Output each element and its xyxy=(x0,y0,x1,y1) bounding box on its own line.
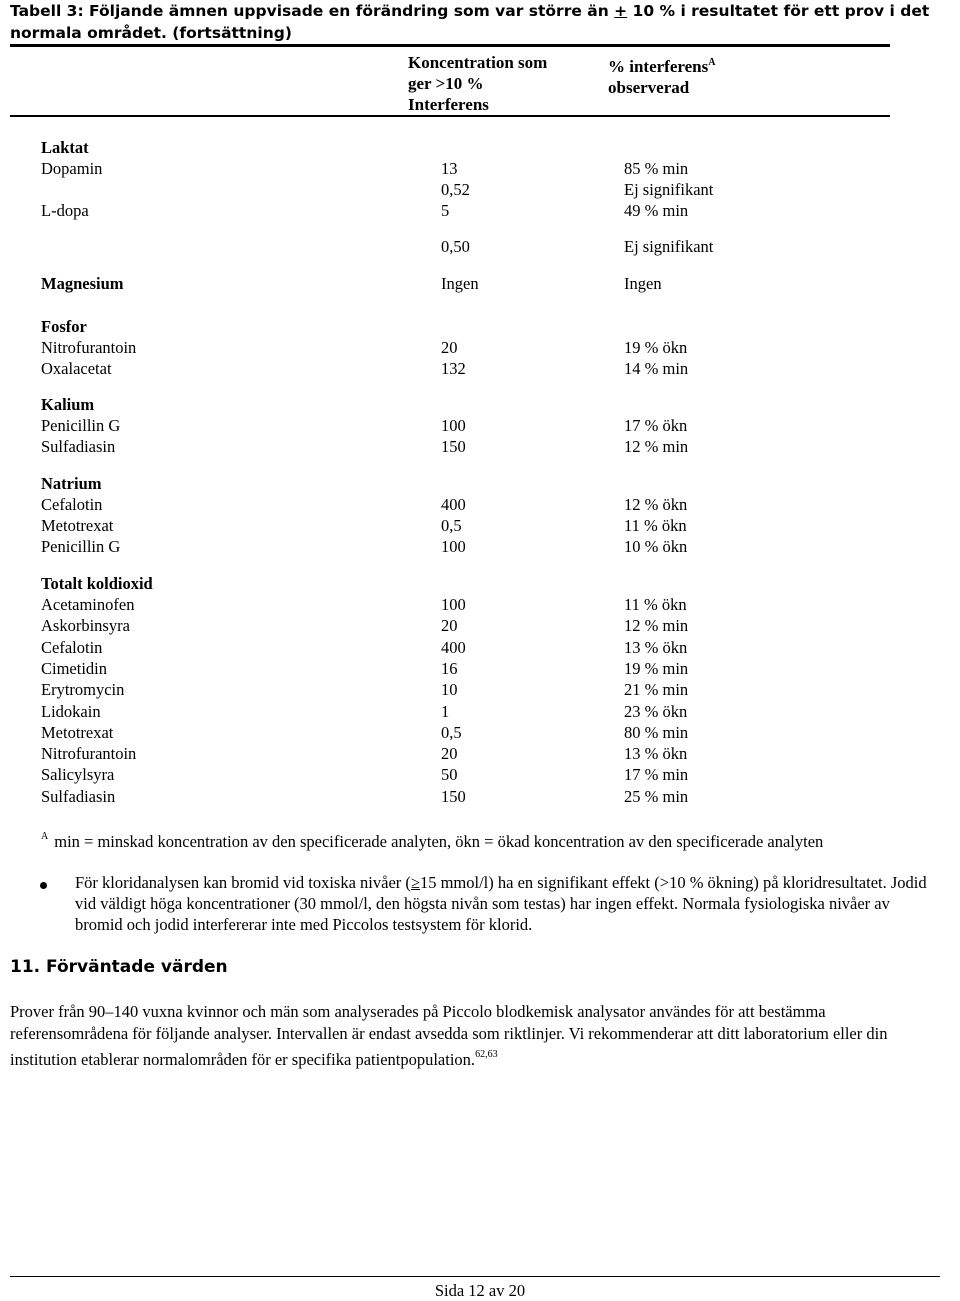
chloride-note xyxy=(75,872,935,935)
concentration-cell: 100 xyxy=(441,537,466,556)
group-label: Totalt koldioxid xyxy=(41,574,153,593)
concentration-cell: Ingen xyxy=(441,274,479,293)
substance-cell: Salicylsyra xyxy=(41,765,115,785)
interference-cell: 11 % ökn xyxy=(624,516,687,535)
interference-cell: 85 % min xyxy=(624,159,689,178)
chloride-note-part2: 15 mmol/l) ha en signifikant effekt (>10 % ökning) på kloridresultatet. Jodid vid väldigt höga koncentrationer (30 mmol/l, den högsta nivån som testas) har ingen effekt. Normala fysiologiska nivåer av bromid och jodid interfererar inte med Piccolos testsystem för klorid. xyxy=(75,873,927,934)
table-top-rule xyxy=(10,44,890,47)
page-number: Sida 12 av 20 xyxy=(434,1281,526,1300)
column-header-interference xyxy=(608,52,715,98)
column-header-concentration-line3: Interferens xyxy=(408,95,489,114)
substance-cell: L-dopa xyxy=(41,201,89,220)
column-header-interference-line1: % interferens xyxy=(608,57,709,76)
interference-cell: 19 % ökn xyxy=(624,338,688,357)
concentration-cell: 400 xyxy=(441,637,466,657)
substance-cell: Sulfadiasin xyxy=(41,437,116,456)
interference-cell: 12 % min xyxy=(624,437,689,456)
concentration-cell: 0,52 xyxy=(441,180,470,199)
table-header-rule xyxy=(10,115,890,117)
substance-cell: Oxalacetat xyxy=(41,359,112,378)
concentration-cell: 20 xyxy=(441,616,458,636)
interference-cell: 13 % ökn xyxy=(624,637,688,657)
table-caption-part1: Tabell 3: Följande ämnen uppvisade en förändring som var större än xyxy=(10,2,615,20)
interference-cell: 12 % min xyxy=(624,616,689,636)
plus-minus-symbol: + xyxy=(614,2,628,20)
interference-cell: 17 % ökn xyxy=(624,416,688,435)
interference-cell: Ej signifikant xyxy=(624,180,714,199)
concentration-cell: 20 xyxy=(441,338,458,357)
footnote-marker: A xyxy=(708,57,716,68)
interference-cell: 12 % ökn xyxy=(624,495,688,514)
substance-cell: Cimetidin xyxy=(41,658,107,678)
concentration-cell: 100 xyxy=(441,595,466,614)
substance-cell: Cefalotin xyxy=(41,495,103,514)
group-label: Fosfor xyxy=(41,317,87,336)
substance-cell: Erytromycin xyxy=(41,680,125,700)
footnote-text: min = minskad koncentration av den specificerade analyten, ökn = ökad koncentration av den specificerade analyten xyxy=(54,832,824,851)
concentration-cell: 100 xyxy=(441,416,466,435)
interference-cell: 21 % min xyxy=(624,680,689,700)
concentration-cell: 5 xyxy=(441,201,450,220)
interference-cell: 11 % ökn xyxy=(624,595,687,614)
concentration-cell: 0,50 xyxy=(441,237,470,256)
substance-cell: Penicillin G xyxy=(41,537,121,556)
paragraph-text: Prover från 90–140 vuxna kvinnor och män som analyserades på Piccolo blodkemisk analysator användes för att bestämma referensområdena för följande analyser. Intervallen är endast avsedda som riktlinjer. Vi rekommenderar att ditt laboratorium eller din institution etablerar normalområden för er specifika patientpopulation. xyxy=(10,1002,888,1069)
interference-cell: 14 % min xyxy=(624,359,689,378)
substance-cell: Askorbinsyra xyxy=(41,616,130,636)
group-label: Laktat xyxy=(41,138,89,157)
interference-cell: 23 % ökn xyxy=(624,701,688,721)
concentration-cell: 400 xyxy=(441,495,466,514)
concentration-cell: 16 xyxy=(441,658,458,678)
group-label: Kalium xyxy=(41,395,95,414)
substance-cell: Metotrexat xyxy=(41,516,114,535)
interference-cell: 25 % min xyxy=(624,786,689,806)
concentration-cell: 13 xyxy=(441,159,458,178)
interference-cell: 17 % min xyxy=(624,765,689,785)
substance-cell: Cefalotin xyxy=(41,637,103,657)
interference-cell: Ej signifikant xyxy=(624,237,714,256)
column-header-concentration-line2: ger >10 % xyxy=(408,74,484,93)
reference-superscript: 62,63 xyxy=(475,1049,498,1060)
interference-cell: 49 % min xyxy=(624,201,689,220)
column-header-concentration xyxy=(408,52,547,115)
concentration-cell: 150 xyxy=(441,437,466,456)
table-caption-part2: 10 % i resultatet för ett prov i det normala området. (fortsättning) xyxy=(10,2,930,42)
column-header-interference-line2: observerad xyxy=(608,78,690,97)
geq-symbol: ≥ xyxy=(410,873,420,892)
section-paragraph xyxy=(10,1001,945,1071)
interference-cell: 19 % min xyxy=(624,658,689,678)
concentration-cell: 50 xyxy=(441,765,458,785)
substance-cell: Acetaminofen xyxy=(41,595,135,614)
footnote-marker: A xyxy=(41,831,49,842)
interference-cell: 13 % ökn xyxy=(624,744,688,764)
section-heading: 11. Förväntade värden xyxy=(10,957,228,977)
column-header-concentration-line1: Koncentration som xyxy=(408,53,548,72)
substance-cell: Sulfadiasin xyxy=(41,786,116,806)
concentration-cell: 10 xyxy=(441,680,458,700)
substance-cell: Nitrofurantoin xyxy=(41,744,137,764)
concentration-cell: 150 xyxy=(441,786,466,806)
substance-cell: Lidokain xyxy=(41,701,101,721)
table-caption xyxy=(10,0,940,44)
substance-cell: Metotrexat xyxy=(41,722,114,742)
interference-cell: Ingen xyxy=(624,274,662,293)
concentration-cell: 1 xyxy=(441,701,450,721)
concentration-cell: 132 xyxy=(441,359,466,378)
interference-cell: 80 % min xyxy=(624,722,689,742)
chloride-note-part1: För kloridanalysen kan bromid vid toxiska nivåer ( xyxy=(75,873,411,892)
group-label: Natrium xyxy=(41,474,102,493)
substance-cell: Nitrofurantoin xyxy=(41,338,137,357)
substance-cell: Penicillin G xyxy=(41,416,121,435)
substance-cell: Dopamin xyxy=(41,159,103,178)
bullet-icon xyxy=(40,882,47,889)
footer-rule xyxy=(10,1276,940,1277)
group-label: Magnesium xyxy=(41,274,124,293)
table-footnote xyxy=(41,826,823,853)
concentration-cell: 0,5 xyxy=(441,516,462,535)
interference-cell: 10 % ökn xyxy=(624,537,688,556)
concentration-cell: 20 xyxy=(441,744,458,764)
concentration-cell: 0,5 xyxy=(441,722,462,742)
